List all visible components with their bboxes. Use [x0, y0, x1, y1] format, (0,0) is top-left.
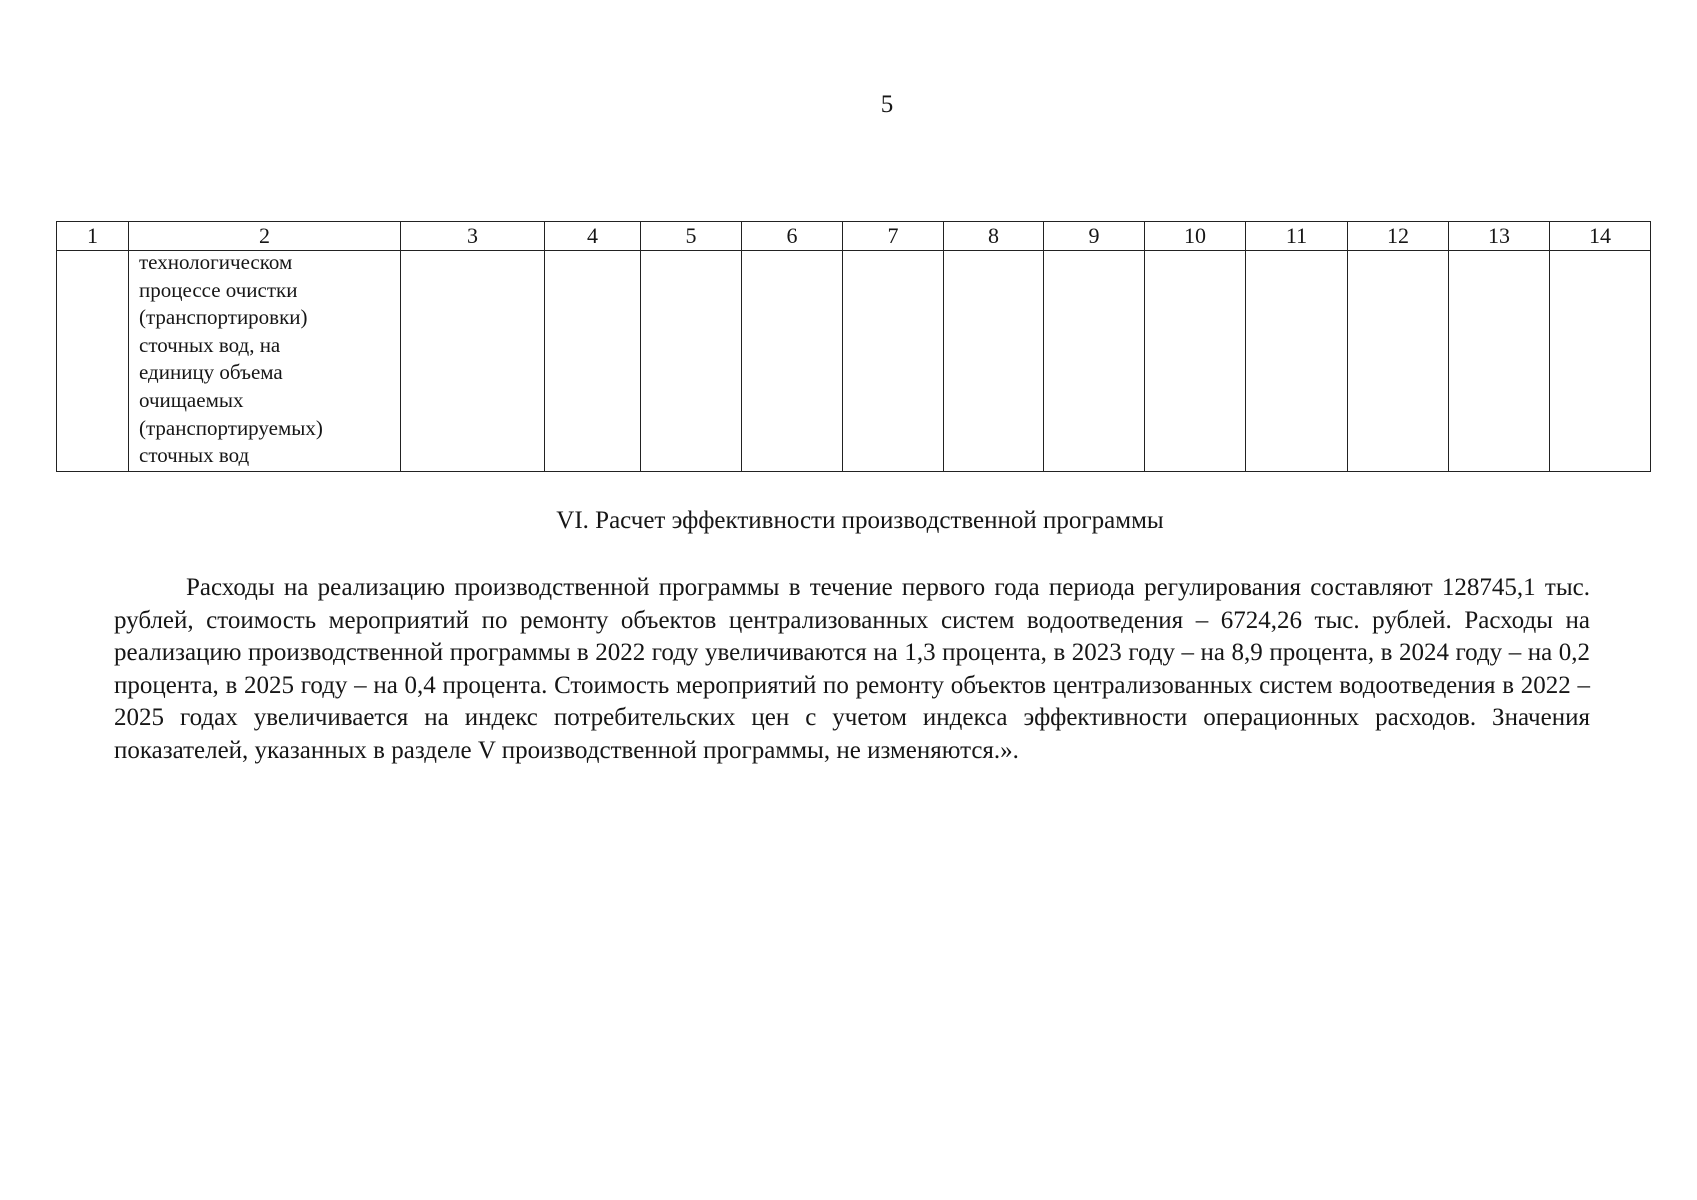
- table-cell: [641, 251, 742, 472]
- indicator-name-line: единицу объема: [139, 360, 283, 385]
- indicator-name-text: [129, 245, 400, 470]
- indicator-table: [56, 221, 1651, 472]
- table-cell: [1550, 251, 1651, 472]
- table-cell: [1044, 251, 1145, 472]
- table-cell: [545, 251, 641, 472]
- indicator-name-cell: [129, 251, 401, 472]
- section-heading: VI. Расчет эффективности производственной программы: [556, 507, 1164, 534]
- table-cell: [742, 251, 843, 472]
- column-header: 4: [545, 222, 641, 251]
- page-number: 5: [880, 91, 894, 118]
- table-cell: [401, 251, 545, 472]
- indicator-name-line: (транспортируемых): [139, 415, 323, 440]
- column-header: 5: [641, 222, 742, 251]
- table-cell: [57, 251, 129, 472]
- column-header: 2: [129, 222, 401, 251]
- table-cell: [1449, 251, 1550, 472]
- column-header: 8: [944, 222, 1044, 251]
- indicator-name-line: (транспортировки): [139, 305, 308, 330]
- table-cell: [843, 251, 944, 472]
- column-header: 13: [1449, 222, 1550, 251]
- table-cell: [1246, 251, 1348, 472]
- column-header: 14: [1550, 222, 1651, 251]
- column-header: 1: [57, 222, 129, 251]
- table-row: [57, 251, 1651, 472]
- column-header: 12: [1348, 222, 1449, 251]
- table-cell: [1348, 251, 1449, 472]
- column-header: 9: [1044, 222, 1145, 251]
- table-cell: [1145, 251, 1246, 472]
- body-paragraph: Расходы на реализацию производственной программы в течение первого года периода регулирования составляют 128745,1 тыс. рублей, стоимость мероприятий по ремонту объектов централизованных систем водоотведения – 6724,26 тыс. рублей. Расходы на реализацию производственной программы в 2022 году увеличиваются на 1,3 процента, в 2023 году – на 8,9 процента, в 2024 году – на 0,2 процента, в 2025 году – на 0,4 процента. Стоимость мероприятий по ремонту объектов централизованных систем водоотведения в 2022 – 2025 годах увеличивается на индекс потребительских цен с учетом индекса эффективности операционных расходов. Значения показателей, указанных в разделе V производственной программы, не изменяются.».: [114, 574, 1590, 764]
- column-header: 7: [843, 222, 944, 251]
- indicator-name-line: сточных вод, на: [139, 332, 281, 357]
- indicator-name-line: технологическом: [139, 250, 293, 274]
- column-header: 3: [401, 222, 545, 251]
- indicator-name-line: очищаемых: [139, 387, 244, 412]
- column-header: 10: [1145, 222, 1246, 251]
- column-header: 6: [742, 222, 843, 251]
- column-header: 11: [1246, 222, 1348, 251]
- table-cell: [944, 251, 1044, 472]
- indicator-name-line: сточных вод: [139, 443, 250, 468]
- indicator-name-line: процессе очистки: [139, 277, 298, 302]
